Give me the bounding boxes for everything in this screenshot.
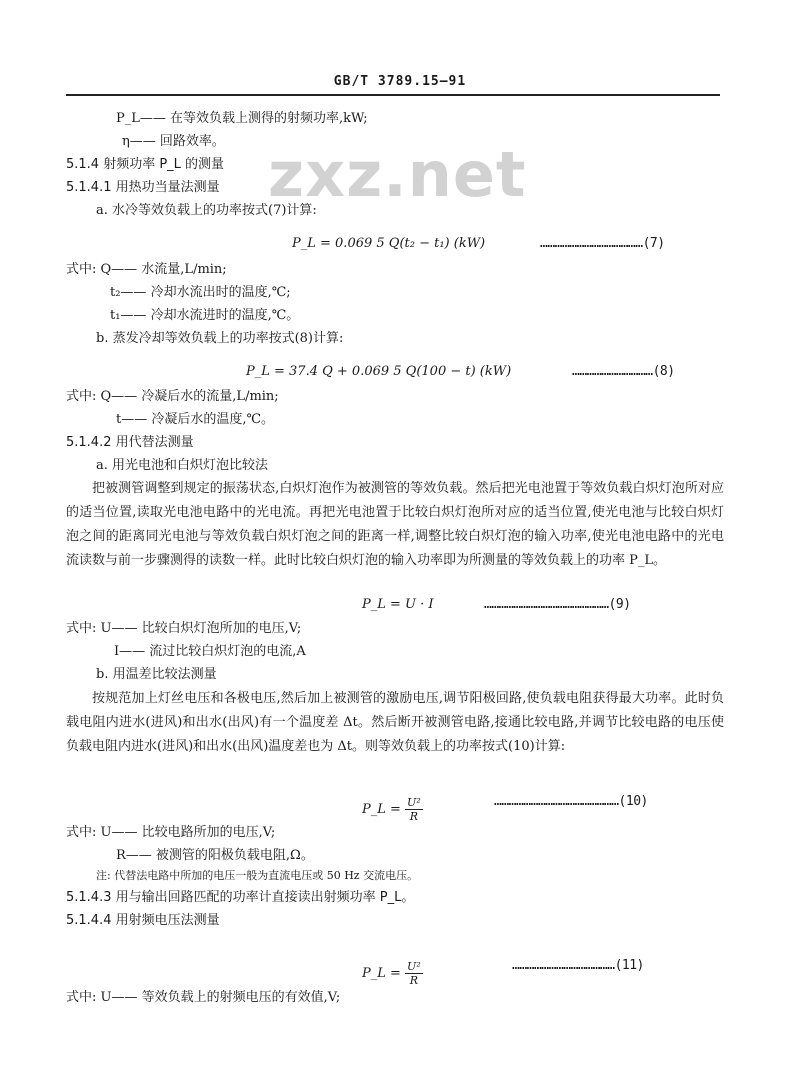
where-eta: η—— 回路效率。	[122, 134, 225, 149]
where-i-lamp: I—— 流过比较白炽灯泡的电流,A	[114, 644, 306, 659]
watermark: zxz.net	[268, 138, 527, 211]
section-5-1-4-3: 5.1.4.3 用与输出回路匹配的功率计直接读出射频功率 P_L。	[66, 890, 415, 905]
equation-7: P_L = 0.069 5 Q(t₂ − t₁) (kW)	[292, 236, 486, 251]
item-b-evaporative: b. 蒸发冷却等效负载上的功率按式(8)计算:	[96, 331, 344, 346]
equation-10-number: ……………………………………………(10)	[494, 794, 648, 809]
item-a-water-cooled: a. 水冷等效负载上的功率按式(7)计算:	[96, 203, 317, 218]
where-q-condensed: 式中: Q—— 冷凝后水的流量,L/min;	[66, 389, 279, 404]
where-q: 式中: Q—— 水流量,L/min;	[66, 262, 227, 277]
where-r-load: R—— 被测管的阳极负载电阻,Ω。	[116, 848, 314, 863]
paragraph-photocell-method: 把被测管调整到规定的振荡状态,白炽灯泡作为被测管的等效负载。然后把光电池置于等效负载白炽灯泡所对应的适当位置,读取光电池电路中的光电流。再把光电池置于比较白炽灯泡所对应的适当位置,使光电池与比较白炽灯泡之间的距离同光电池与等效负载白炽灯泡之间的距离一样,调整比较白炽灯泡的输入功率,使光电池电路中的光电流读数与前一步骤测得的读数一样。此时比较白炽灯泡的输入功率即为所测量的等效负载上的功率 P_L。	[66, 481, 724, 568]
equation-10	[362, 790, 423, 830]
item-a-photocell: a. 用光电池和白炽灯泡比较法	[96, 458, 269, 473]
section-5-1-4-2: 5.1.4.2 用代替法测量	[66, 435, 194, 450]
page-header: GB/T 3789.15—91	[333, 74, 467, 89]
equation-11-lhs: P_L =	[362, 966, 401, 981]
section-5-1-4-1: 5.1.4.1 用热功当量法测量	[66, 180, 220, 195]
where-t2: t₂—— 冷却水流出时的温度,℃;	[110, 285, 291, 300]
equation-10-fraction	[405, 796, 423, 823]
equation-11-denominator: R	[409, 974, 419, 987]
note: 注: 代替法电路中所加的电压一般为直流电压或 50 Hz 交流电压。	[96, 869, 419, 882]
equation-9-number: ……………………………………………(9)	[484, 597, 631, 612]
equation-11-number: ……………………………………(11)	[512, 958, 644, 973]
where-t1: t₁—— 冷却水流进时的温度,℃。	[110, 308, 300, 323]
equation-11-numerator: U²	[407, 960, 421, 973]
equation-10-denominator: R	[409, 810, 419, 823]
equation-10-lhs: P_L =	[362, 802, 401, 817]
where-u-rf: 式中: U—— 等效负载上的射频电压的有效值,V;	[66, 990, 341, 1005]
equation-8: P_L = 37.4 Q + 0.069 5 Q(100 − t) (kW)	[246, 364, 512, 379]
equation-11-fraction	[405, 960, 423, 987]
equation-10-numerator: U²	[407, 796, 421, 809]
where-u-lamp: 式中: U—— 比较白炽灯泡所加的电压,V;	[66, 621, 302, 636]
paragraph-temperature-method: 按规范加上灯丝电压和各极电压,然后加上被测管的激励电压,调节阳极回路,使负载电阻获得最大功率。此时负载电阻内进水(进风)和出水(出风)有一个温度差 Δt。然后断开被测管电路,接通比较电路,并调节比较电路的电压使负载电阻内进水(进风)和出水(出风)温度差也为 Δt。则等效负载上的功率按式(10)计算:	[66, 691, 724, 754]
equation-9: P_L = U · I	[362, 597, 434, 612]
where-u-compare: 式中: U—— 比较电路所加的电压,V;	[66, 825, 276, 840]
where-pl: P_L—— 在等效负载上测得的射频功率,kW;	[116, 111, 368, 126]
equation-8-number: ……………………………(8)	[572, 364, 675, 379]
equation-7-number: ……………………………………(7)	[540, 236, 665, 251]
where-t-condensed: t—— 冷凝后水的温度,℃。	[116, 412, 275, 427]
header-rule	[66, 94, 720, 96]
section-5-1-4-4: 5.1.4.4 用射频电压法测量	[66, 913, 220, 928]
equation-11	[362, 954, 423, 994]
item-b-temperature-difference: b. 用温差比较法测量	[96, 667, 217, 682]
section-5-1-4: 5.1.4 射频功率 P_L 的测量	[66, 157, 225, 172]
